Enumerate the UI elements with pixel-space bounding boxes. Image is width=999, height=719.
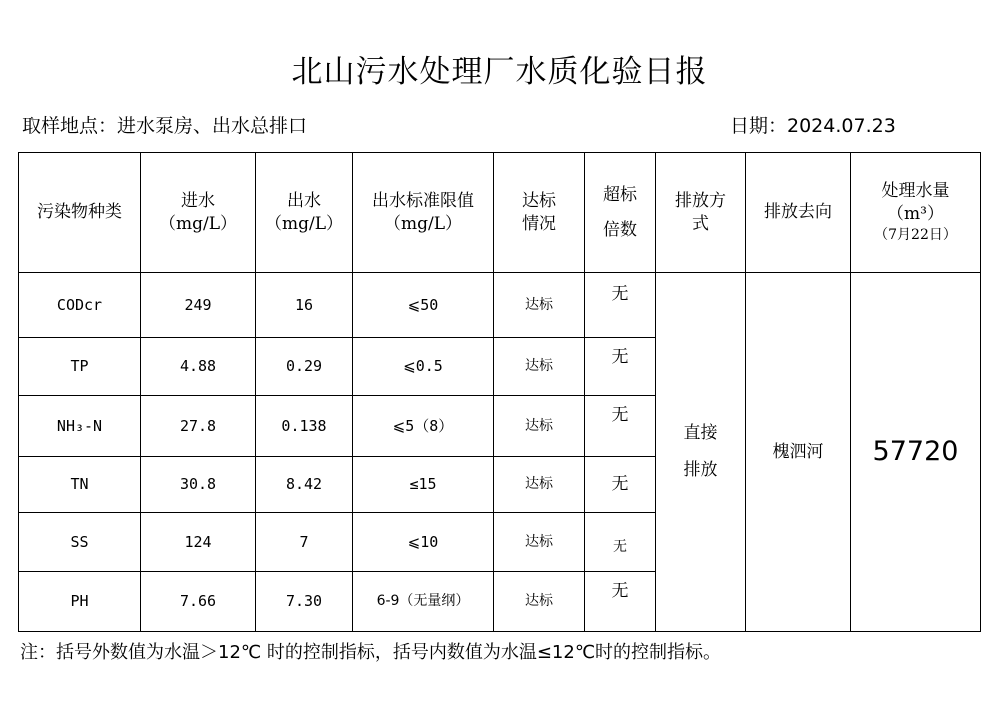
header-discharge-mode bbox=[656, 153, 746, 273]
discharge-mode-line1: 直接 bbox=[683, 423, 718, 444]
header-outlet-unit: （mg/L） bbox=[264, 213, 344, 234]
inlet-cell: 4.88 bbox=[141, 338, 256, 396]
outlet-cell: 0.138 bbox=[256, 396, 353, 457]
header-discharge-line2: 式 bbox=[692, 213, 709, 234]
header-destination-label: 排放去向 bbox=[764, 202, 832, 223]
exceed-cell: 无 bbox=[585, 572, 656, 632]
exceed-cell: 无 bbox=[585, 396, 656, 457]
exceed-cell: 无 bbox=[585, 273, 656, 338]
status-cell: 达标 bbox=[494, 396, 585, 457]
header-pollutant-label: 污染物种类 bbox=[37, 202, 122, 223]
outlet-cell: 0.29 bbox=[256, 338, 353, 396]
header-volume-unit: （m³） bbox=[887, 204, 944, 225]
inlet-cell: 124 bbox=[141, 513, 256, 572]
header-inlet bbox=[141, 153, 256, 273]
outlet-cell: 16 bbox=[256, 273, 353, 338]
limit-cell: ≤15 bbox=[353, 457, 494, 513]
footnote: 注：括号外数值为水温＞12℃ 时的控制指标，括号内数值为水温≤12℃时的控制指标。 bbox=[20, 642, 722, 663]
sampling-location: 取样地点：进水泵房、出水总排口 bbox=[22, 115, 308, 137]
outlet-cell: 8.42 bbox=[256, 457, 353, 513]
header-limit-unit: （mg/L） bbox=[383, 213, 463, 234]
header-volume bbox=[851, 153, 981, 273]
table-row bbox=[19, 273, 981, 338]
header-outlet bbox=[256, 153, 353, 273]
header-exceed-line1: 超标 bbox=[603, 184, 637, 205]
exceed-cell: 无 bbox=[585, 338, 656, 396]
volume-cell: 57720 bbox=[851, 273, 981, 632]
header-row bbox=[19, 153, 981, 273]
pollutant-cell: PH bbox=[19, 572, 141, 632]
header-exceed-line2: 倍数 bbox=[603, 219, 637, 240]
header-destination bbox=[746, 153, 851, 273]
status-cell: 达标 bbox=[494, 457, 585, 513]
pollutant-cell: CODcr bbox=[19, 273, 141, 338]
inlet-cell: 249 bbox=[141, 273, 256, 338]
limit-cell: ⩽5（8） bbox=[353, 396, 494, 457]
header-volume-date: （7月22日） bbox=[874, 226, 957, 243]
report-title: 北山污水处理厂水质化验日报 bbox=[291, 54, 708, 90]
header-status-line2: 情况 bbox=[522, 213, 556, 234]
inlet-cell: 30.8 bbox=[141, 457, 256, 513]
exceed-cell: 无 bbox=[585, 457, 656, 513]
status-cell: 达标 bbox=[494, 572, 585, 632]
discharge-mode-cell bbox=[656, 273, 746, 632]
limit-cell: 6-9（无量纲） bbox=[353, 572, 494, 632]
status-cell: 达标 bbox=[494, 273, 585, 338]
inlet-cell: 27.8 bbox=[141, 396, 256, 457]
pollutant-cell: TN bbox=[19, 457, 141, 513]
water-quality-table bbox=[18, 152, 981, 632]
header-volume-label: 处理水量 bbox=[881, 181, 950, 202]
header-pollutant bbox=[19, 153, 141, 273]
limit-cell: ⩽10 bbox=[353, 513, 494, 572]
pollutant-cell: NH₃-N bbox=[19, 396, 141, 457]
discharge-mode-line2: 排放 bbox=[683, 460, 718, 480]
status-cell: 达标 bbox=[494, 338, 585, 396]
inlet-cell: 7.66 bbox=[141, 572, 256, 632]
header-status-line1: 达标 bbox=[522, 190, 556, 211]
header-limit-label: 出水标准限值 bbox=[372, 190, 474, 211]
outlet-cell: 7.30 bbox=[256, 572, 353, 632]
destination-cell: 槐泗河 bbox=[746, 273, 851, 632]
header-discharge-line1: 排放方 bbox=[675, 190, 726, 211]
header-exceed bbox=[585, 153, 656, 273]
status-cell: 达标 bbox=[494, 513, 585, 572]
limit-cell: ⩽0.5 bbox=[353, 338, 494, 396]
header-outlet-label: 出水 bbox=[287, 190, 321, 211]
header-status bbox=[494, 153, 585, 273]
pollutant-cell: SS bbox=[19, 513, 141, 572]
header-limit bbox=[353, 153, 494, 273]
limit-cell: ⩽50 bbox=[353, 273, 494, 338]
pollutant-cell: TP bbox=[19, 338, 141, 396]
exceed-cell: 无 bbox=[585, 513, 656, 572]
report-date: 日期：2024.07.23 bbox=[730, 115, 896, 137]
header-inlet-label: 进水 bbox=[181, 190, 215, 211]
header-inlet-unit: （mg/L） bbox=[158, 213, 238, 234]
outlet-cell: 7 bbox=[256, 513, 353, 572]
